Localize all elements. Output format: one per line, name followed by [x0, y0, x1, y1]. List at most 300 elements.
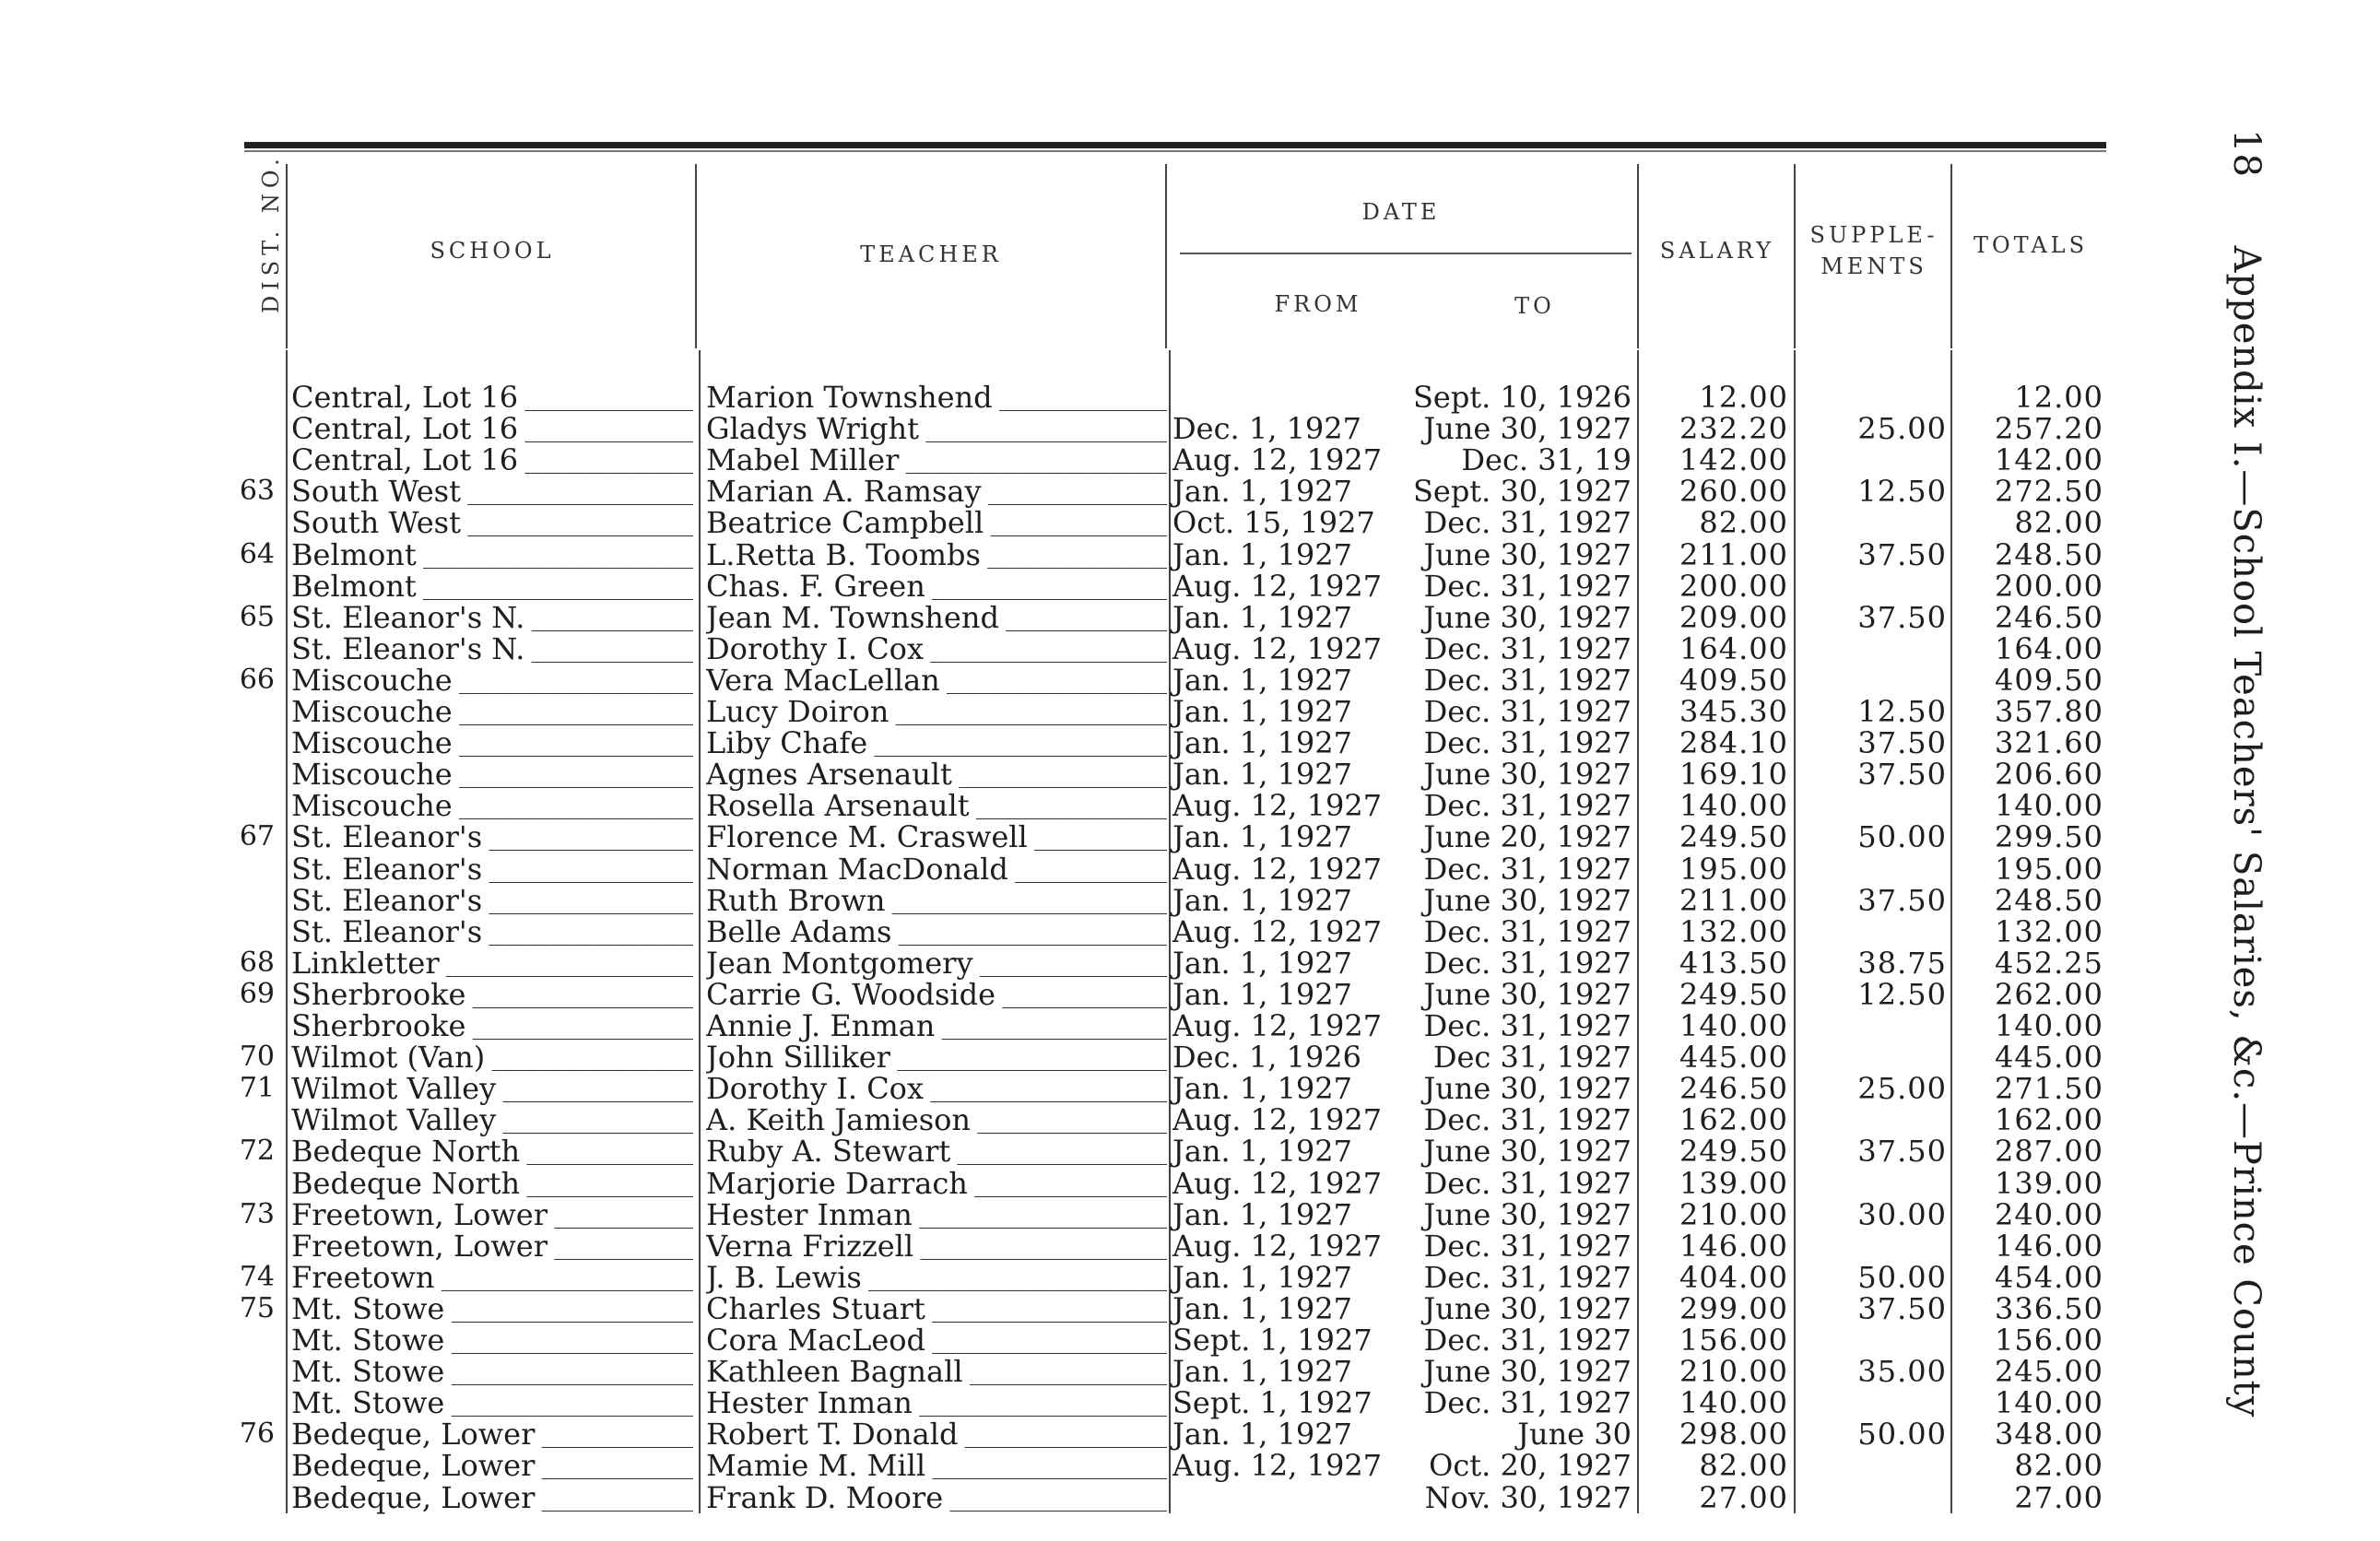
salary-amount: 298.00 [1679, 1417, 1788, 1453]
teacher-name: Jean M. Townshend _____ [706, 602, 1167, 634]
header-supplements-line2: MENTS [1820, 253, 1927, 279]
total-amount: 142.00 [1995, 442, 2103, 478]
dist-number: 64 [239, 537, 275, 571]
teacher-name: Norman MacDonald _____ [706, 853, 1167, 886]
header-divider [1794, 164, 1796, 348]
salary-amount: 232.20 [1679, 411, 1788, 447]
top-rule-thin [244, 150, 2106, 152]
supplements-amount: 38.75 [1857, 945, 1947, 981]
school-name: Bedeque, Lower _____ [291, 1450, 693, 1482]
total-amount: 348.00 [1995, 1417, 2103, 1453]
school-name: Wilmot Valley _____ [291, 1073, 693, 1105]
date-to: June 30, 1927 [1423, 536, 1632, 572]
table-row [0, 727, 2380, 759]
date-to: Dec. 31, 1927 [1423, 505, 1632, 541]
supplements-amount: 50.00 [1857, 819, 1947, 855]
salary-amount: 195.00 [1679, 851, 1788, 887]
school-name: Miscouche _____ [291, 790, 693, 822]
date-from: Jan. 1, 1927 [1172, 1290, 1352, 1326]
date-from: Aug. 12, 1927 [1172, 1102, 1383, 1138]
school-name: Freetown, Lower _____ [291, 1199, 693, 1231]
dist-number: 74 [239, 1260, 275, 1293]
header-to: TO [1514, 293, 1555, 319]
teacher-name: Hester Inman _____ [706, 1387, 1167, 1419]
header-school: SCHOOL [430, 238, 555, 264]
date-to: June 30, 1927 [1423, 882, 1632, 918]
teacher-name: A. Keith Jamieson _____ [706, 1104, 1167, 1136]
date-from: Jan. 1, 1927 [1172, 976, 1352, 1012]
date-to: Dec. 31, 1927 [1423, 694, 1632, 729]
total-amount: 162.00 [1995, 1102, 2103, 1138]
date-to: Dec. 31, 1927 [1423, 851, 1632, 887]
school-name: Mt. Stowe _____ [291, 1293, 693, 1325]
date-to: June 30 [1517, 1417, 1632, 1453]
date-from: Aug. 12, 1927 [1172, 442, 1383, 478]
salary-amount: 345.30 [1679, 694, 1788, 729]
date-from: Jan. 1, 1927 [1172, 945, 1352, 981]
date-from: Aug. 12, 1927 [1172, 1008, 1383, 1043]
salary-amount: 156.00 [1679, 1323, 1788, 1358]
school-name: Freetown, Lower _____ [291, 1230, 693, 1263]
teacher-name: Robert T. Donald _____ [706, 1418, 1167, 1451]
date-to: Dec. 31, 1927 [1423, 662, 1632, 698]
salary-amount: 210.00 [1679, 1196, 1788, 1232]
date-to: Dec. 31, 1927 [1423, 1228, 1632, 1264]
salary-amount: 146.00 [1679, 1228, 1788, 1264]
teacher-name: Beatrice Campbell _____ [706, 507, 1167, 539]
total-amount: 146.00 [1995, 1228, 2103, 1264]
date-to: June 30, 1927 [1423, 1354, 1632, 1390]
header-salary: SALARY [1659, 238, 1775, 264]
total-amount: 321.60 [1995, 725, 2103, 761]
total-amount: 156.00 [1995, 1323, 2103, 1358]
school-name: St. Eleanor's _____ [291, 916, 693, 948]
date-to: Dec. 31, 19 [1461, 442, 1632, 478]
salary-amount: 284.10 [1679, 725, 1788, 761]
teacher-name: Marjorie Darrach _____ [706, 1168, 1167, 1200]
top-rule [244, 142, 2106, 148]
date-from: Oct. 15, 1927 [1172, 505, 1375, 541]
school-name: Bedeque, Lower _____ [291, 1482, 693, 1514]
page-number: 18 [2225, 129, 2268, 178]
table-row [0, 853, 2380, 885]
date-to: Nov. 30, 1927 [1424, 1479, 1632, 1515]
date-from: Dec. 1, 1926 [1172, 1040, 1361, 1076]
school-name: Central, Lot 16 _____ [291, 413, 693, 445]
school-name: Sherbrooke _____ [291, 979, 693, 1011]
table-row [0, 382, 2380, 413]
date-to: June 30, 1927 [1423, 1134, 1632, 1170]
school-name: Central, Lot 16 _____ [291, 444, 693, 476]
salary-amount: 249.50 [1679, 1134, 1788, 1170]
salary-amount: 139.00 [1679, 1165, 1788, 1201]
teacher-name: Kathleen Bagnall _____ [706, 1356, 1167, 1388]
date-to: Dec. 31, 1927 [1423, 568, 1632, 604]
salary-amount: 210.00 [1679, 1354, 1788, 1390]
total-amount: 240.00 [1995, 1196, 2103, 1232]
school-name: St. Eleanor's _____ [291, 853, 693, 886]
date-from: Jan. 1, 1927 [1172, 725, 1352, 761]
school-name: South West _____ [291, 476, 693, 508]
supplements-amount: 25.00 [1857, 411, 1947, 447]
salary-amount: 200.00 [1679, 568, 1788, 604]
table-row [0, 1071, 2380, 1107]
table-row [0, 1448, 2380, 1484]
total-amount: 206.60 [1995, 757, 2103, 793]
teacher-name: J. B. Lewis _____ [706, 1262, 1167, 1294]
date-to: Dec. 31, 1927 [1423, 1008, 1632, 1043]
date-from: Aug. 12, 1927 [1172, 913, 1383, 949]
total-amount: 299.50 [1995, 819, 2103, 855]
salary-amount: 404.00 [1679, 1259, 1788, 1295]
date-from: Aug. 12, 1927 [1172, 1165, 1383, 1201]
table-row [0, 821, 2380, 853]
date-from: Jan. 1, 1927 [1172, 1354, 1352, 1390]
table-row [0, 1040, 2380, 1076]
total-amount: 82.00 [2014, 505, 2103, 541]
salary-amount: 140.00 [1679, 788, 1788, 824]
total-amount: 140.00 [1995, 1008, 2103, 1043]
table-row [0, 1354, 2380, 1390]
teacher-name: Hester Inman _____ [706, 1199, 1167, 1231]
school-name: St. Eleanor's N. _____ [291, 602, 693, 634]
teacher-name: Marion Townshend _____ [706, 382, 1167, 414]
date-from: Jan. 1, 1927 [1172, 882, 1352, 918]
teacher-name: Ruby A. Stewart _____ [706, 1135, 1167, 1168]
salary-amount: 209.00 [1679, 599, 1788, 635]
teacher-name: Dorothy I. Cox _____ [706, 633, 1167, 665]
date-from: Aug. 12, 1927 [1172, 630, 1383, 666]
salary-amount: 409.50 [1679, 662, 1788, 698]
date-to: Dec. 31, 1927 [1423, 913, 1632, 949]
header-divider [1165, 164, 1167, 348]
date-to: Dec. 31, 1927 [1423, 725, 1632, 761]
total-amount: 287.00 [1995, 1134, 2103, 1170]
table-row [0, 630, 2380, 666]
school-name: Bedeque North _____ [291, 1168, 693, 1200]
total-amount: 445.00 [1995, 1040, 2103, 1076]
school-name: Freetown _____ [291, 1262, 693, 1294]
supplements-amount: 50.00 [1857, 1259, 1947, 1295]
teacher-name: Florence M. Craswell _____ [706, 821, 1167, 853]
total-amount: 246.50 [1995, 599, 2103, 635]
teacher-name: Carrie G. Woodside _____ [706, 979, 1167, 1011]
total-amount: 257.20 [1995, 411, 2103, 447]
dist-number: 68 [239, 946, 275, 979]
school-name: Bedeque North _____ [291, 1135, 693, 1168]
total-amount: 248.50 [1995, 536, 2103, 572]
total-amount: 132.00 [1995, 913, 2103, 949]
header-date: DATE [1361, 199, 1441, 225]
teacher-name: Annie J. Enman _____ [706, 1010, 1167, 1042]
date-to: Dec. 31, 1927 [1423, 1323, 1632, 1358]
total-amount: 454.00 [1995, 1259, 2103, 1295]
date-from: Aug. 12, 1927 [1172, 1228, 1383, 1264]
supplements-amount: 12.50 [1857, 976, 1947, 1012]
supplements-amount: 12.50 [1857, 694, 1947, 729]
teacher-name: L.Retta B. Toombs _____ [706, 539, 1167, 571]
date-header-rule [1180, 253, 1632, 254]
date-to: June 30, 1927 [1423, 1290, 1632, 1326]
total-amount: 139.00 [1995, 1165, 2103, 1201]
dist-number: 76 [239, 1417, 275, 1451]
salary-amount: 27.00 [1699, 1479, 1788, 1515]
table-row [0, 444, 2380, 476]
dist-number: 63 [239, 475, 275, 508]
table-row [0, 474, 2380, 510]
salary-amount: 164.00 [1679, 630, 1788, 666]
salary-amount: 169.10 [1679, 757, 1788, 793]
table-row [0, 1479, 2380, 1515]
salary-amount: 445.00 [1679, 1040, 1788, 1076]
date-from: Jan. 1, 1927 [1172, 536, 1352, 572]
salary-amount: 82.00 [1699, 505, 1788, 541]
date-from: Jan. 1, 1927 [1172, 662, 1352, 698]
total-amount: 245.00 [1995, 1354, 2103, 1390]
total-amount: 200.00 [1995, 568, 2103, 604]
header-from: FROM [1274, 291, 1362, 317]
teacher-name: Chas. F. Green _____ [706, 571, 1167, 603]
salary-amount: 142.00 [1679, 442, 1788, 478]
school-name: Belmont _____ [291, 571, 693, 603]
salary-amount: 12.00 [1699, 380, 1788, 415]
header-divider [286, 164, 288, 348]
school-name: Linkletter _____ [291, 947, 693, 980]
teacher-name: Mamie M. Mill _____ [706, 1450, 1167, 1482]
total-amount: 357.80 [1995, 694, 2103, 729]
salary-amount: 249.50 [1679, 976, 1788, 1012]
total-amount: 27.00 [2014, 1479, 2103, 1515]
school-name: Miscouche _____ [291, 759, 693, 791]
salary-amount: 162.00 [1679, 1102, 1788, 1138]
date-from: Jan. 1, 1927 [1172, 819, 1352, 855]
date-from: Aug. 12, 1927 [1172, 568, 1383, 604]
total-amount: 272.50 [1995, 474, 2103, 510]
date-from: Aug. 12, 1927 [1172, 851, 1383, 887]
table-row [0, 947, 2380, 979]
date-from: Jan. 1, 1927 [1172, 757, 1352, 793]
teacher-name: Dorothy I. Cox _____ [706, 1073, 1167, 1105]
date-from: Jan. 1, 1927 [1172, 1134, 1352, 1170]
total-amount: 82.00 [2014, 1448, 2103, 1484]
table-row [0, 1259, 2380, 1295]
table-row [0, 976, 2380, 1012]
date-to: Sept. 10, 1926 [1412, 380, 1632, 415]
date-from: Jan. 1, 1927 [1172, 474, 1352, 510]
salary-amount: 249.50 [1679, 819, 1788, 855]
table-row [0, 568, 2380, 604]
dist-number: 71 [239, 1072, 275, 1105]
supplements-amount: 25.00 [1857, 1071, 1947, 1107]
total-amount: 271.50 [1995, 1071, 2103, 1107]
table-row [0, 1134, 2380, 1170]
date-from: Jan. 1, 1927 [1172, 1259, 1352, 1295]
total-amount: 140.00 [1995, 788, 2103, 824]
dist-number: 69 [239, 977, 275, 1010]
total-amount: 262.00 [1995, 976, 2103, 1012]
date-from: Aug. 12, 1927 [1172, 788, 1383, 824]
date-to: June 30, 1927 [1423, 757, 1632, 793]
date-from: Jan. 1, 1927 [1172, 694, 1352, 729]
salary-amount: 132.00 [1679, 913, 1788, 949]
school-name: Miscouche _____ [291, 696, 693, 728]
date-from: Sept. 1, 1927 [1172, 1323, 1373, 1358]
dist-number: 72 [239, 1135, 275, 1168]
date-to: Dec. 31, 1927 [1423, 1102, 1632, 1138]
running-head [2225, 129, 2268, 1417]
supplements-amount: 37.50 [1857, 757, 1947, 793]
date-from: Jan. 1, 1927 [1172, 599, 1352, 635]
supplements-amount: 37.50 [1857, 882, 1947, 918]
supplements-amount: 35.00 [1857, 1354, 1947, 1390]
header-divider [1950, 164, 1952, 348]
total-amount: 12.00 [2014, 380, 2103, 415]
teacher-name: Agnes Arsenault _____ [706, 759, 1167, 791]
supplements-amount: 50.00 [1857, 1417, 1947, 1453]
total-amount: 336.50 [1995, 1290, 2103, 1326]
table-row [0, 696, 2380, 727]
teacher-name: Marian A. Ramsay _____ [706, 476, 1167, 508]
date-to: Dec. 31, 1927 [1423, 1165, 1632, 1201]
salary-amount: 140.00 [1679, 1385, 1788, 1421]
salary-amount: 140.00 [1679, 1008, 1788, 1043]
total-amount: 409.50 [1995, 662, 2103, 698]
school-name: St. Eleanor's N. _____ [291, 633, 693, 665]
salary-amount: 299.00 [1679, 1290, 1788, 1326]
total-amount: 164.00 [1995, 630, 2103, 666]
table-row [0, 1196, 2380, 1232]
table-row [0, 536, 2380, 572]
salary-amount: 246.50 [1679, 1071, 1788, 1107]
date-to: June 30, 1927 [1423, 599, 1632, 635]
teacher-name: Mabel Miller _____ [706, 444, 1167, 476]
header-dist-no: DIST. NO. [258, 153, 284, 313]
date-from: Jan. 1, 1927 [1172, 1196, 1352, 1232]
salary-amount: 413.50 [1679, 945, 1788, 981]
dist-number: 65 [239, 600, 275, 633]
table-row [0, 757, 2380, 793]
teacher-name: Ruth Brown _____ [706, 885, 1167, 917]
table-row [0, 788, 2380, 824]
header-totals: TOTALS [1973, 232, 2089, 258]
date-from: Jan. 1, 1927 [1172, 1417, 1352, 1453]
teacher-name: Charles Stuart _____ [706, 1293, 1167, 1325]
school-name: Mt. Stowe _____ [291, 1356, 693, 1388]
school-name: Sherbrooke _____ [291, 1010, 693, 1042]
table-row [0, 1290, 2380, 1326]
date-to: Dec. 31, 1927 [1423, 945, 1632, 981]
date-to: Dec. 31, 1927 [1423, 630, 1632, 666]
school-name: Central, Lot 16 _____ [291, 382, 693, 414]
date-to: Dec 31, 1927 [1432, 1040, 1632, 1076]
date-from: Jan. 1, 1927 [1172, 1071, 1352, 1107]
table-row [0, 1010, 2380, 1041]
date-to: Dec. 31, 1927 [1423, 1385, 1632, 1421]
dist-number: 66 [239, 663, 275, 696]
teacher-name: Liby Chafe _____ [706, 727, 1167, 759]
table-row [0, 1165, 2380, 1201]
school-name: Miscouche _____ [291, 727, 693, 759]
date-to: Sept. 30, 1927 [1412, 474, 1632, 510]
date-to: June 30, 1927 [1423, 976, 1632, 1012]
table-row [0, 913, 2380, 949]
school-name: Miscouche _____ [291, 665, 693, 697]
school-name: St. Eleanor's _____ [291, 885, 693, 917]
school-name: Bedeque, Lower _____ [291, 1418, 693, 1451]
table-row [0, 1417, 2380, 1453]
date-from: Dec. 1, 1927 [1172, 411, 1361, 447]
school-name: Wilmot Valley _____ [291, 1104, 693, 1136]
total-amount: 248.50 [1995, 882, 2103, 918]
teacher-name: Gladys Wright _____ [706, 413, 1167, 445]
teacher-name: John Silliker _____ [706, 1041, 1167, 1074]
teacher-name: Lucy Doiron _____ [706, 696, 1167, 728]
header-teacher: TEACHER [860, 241, 1002, 267]
supplements-amount: 37.50 [1857, 1134, 1947, 1170]
table-row [0, 1385, 2380, 1421]
date-to: Oct. 20, 1927 [1429, 1448, 1632, 1484]
dist-number: 67 [239, 820, 275, 853]
date-to: Dec. 31, 1927 [1423, 1259, 1632, 1295]
date-from: Sept. 1, 1927 [1172, 1385, 1373, 1421]
school-name: Wilmot (Van) _____ [291, 1041, 693, 1074]
table-row [0, 1230, 2380, 1262]
date-from: Aug. 12, 1927 [1172, 1448, 1383, 1484]
dist-number: 70 [239, 1041, 275, 1074]
table-row [0, 599, 2380, 635]
salary-amount: 82.00 [1699, 1448, 1788, 1484]
table-row [0, 505, 2380, 541]
table-row [0, 1324, 2380, 1356]
school-name: Belmont _____ [291, 539, 693, 571]
table-row [0, 662, 2380, 698]
teacher-name: Rosella Arsenault _____ [706, 790, 1167, 822]
supplements-amount: 37.50 [1857, 1290, 1947, 1326]
teacher-name: Cora MacLeod _____ [706, 1324, 1167, 1357]
table-row [0, 882, 2380, 918]
date-to: June 30, 1927 [1423, 1071, 1632, 1107]
teacher-name: Jean Montgomery _____ [706, 947, 1167, 980]
teacher-name: Belle Adams _____ [706, 916, 1167, 948]
header-divider [695, 164, 697, 348]
school-name: South West _____ [291, 507, 693, 539]
supplements-amount: 12.50 [1857, 474, 1947, 510]
salary-amount: 211.00 [1679, 536, 1788, 572]
header-divider [1637, 164, 1639, 348]
table-row [0, 411, 2380, 447]
supplements-amount: 37.50 [1857, 599, 1947, 635]
header-supplements-line1: SUPPLE- [1809, 222, 1938, 248]
table-row [0, 1102, 2380, 1138]
school-name: St. Eleanor's _____ [291, 821, 693, 853]
dist-number: 75 [239, 1291, 275, 1324]
total-amount: 140.00 [1995, 1385, 2103, 1421]
supplements-amount: 30.00 [1857, 1196, 1947, 1232]
date-to: June 30, 1927 [1423, 1196, 1632, 1232]
header-supplements [1797, 219, 1950, 282]
school-name: Mt. Stowe _____ [291, 1387, 693, 1419]
supplements-amount: 37.50 [1857, 536, 1947, 572]
total-amount: 452.25 [1995, 945, 2103, 981]
date-to: June 30, 1927 [1423, 411, 1632, 447]
salary-amount: 211.00 [1679, 882, 1788, 918]
total-amount: 195.00 [1995, 851, 2103, 887]
running-head-title: Appendix I.—School Teachers' Salaries, &c.—Prince County [2225, 245, 2268, 1418]
date-to: Dec. 31, 1927 [1423, 788, 1632, 824]
teacher-name: Verna Frizzell _____ [706, 1230, 1167, 1263]
supplements-amount: 37.50 [1857, 725, 1947, 761]
salary-amount: 260.00 [1679, 474, 1788, 510]
